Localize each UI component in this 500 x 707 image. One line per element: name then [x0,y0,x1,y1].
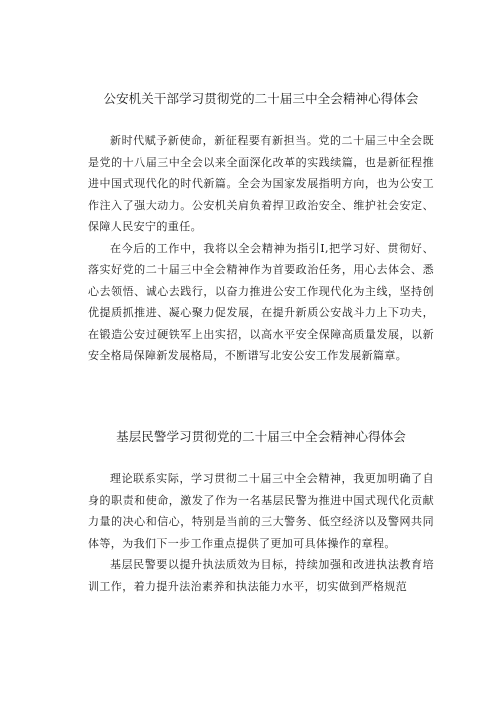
article-paragraph: 在今后的工作中，我将以全会精神为指引I,把学习好、贯彻好、落实好党的二十届三中全会精神作为首要政治任务，用心去体会、悉心去领悟、诚心去践行，以奋力推进公安工作现代化为主线，坚持创优提质抓推进、凝心聚力促发展，在提升新质公安战斗力上下功夫，在锻造公安过硬铁军上出实招，以高水平安全保障高质量发展，以新安全格局保障新发展格局，不断谱写北安公安工作发展新篇章。 [88,241,434,362]
article-section-police-cadre [88,90,434,367]
article-section-grassroots-police [88,428,434,597]
article-paragraph: 新时代赋予新使命，新征程要有新担当。党的二十届三中全会既是党的十八届三中全会以来全面深化改革的实践续篇，也是新征程推进中国式现代化的时代新篇。全会为国家发展指明方向，也为公安工作注入了强大动力。公安机关肩负着捍卫政治安全、维护社会安定、保障人民安宁的重任。 [88,134,434,233]
article-title: 基层民警学习贯彻党的二十届三中全会精神心得体会 [116,429,406,444]
article-paragraph: 基层民警要以提升执法质效为目标，持续加强和改进执法教育培训工作，着力提升法治素养和执法能力水平，切实做到严格规范 [88,558,434,593]
article-paragraph: 理论联系实际，学习贯彻二十届三中全会精神，我更加明确了自身的职责和使命，激发了作为一名基层民警为推进中国式现代化贡献力量的决心和信心，特别是当前的三大警务、低空经济以及警网共同体等，为我们下一步工作重点提供了更加可具体操作的章程。 [88,472,434,550]
article-title: 公安机关干部学习贯彻党的二十届三中全会精神心得体会 [103,91,419,106]
